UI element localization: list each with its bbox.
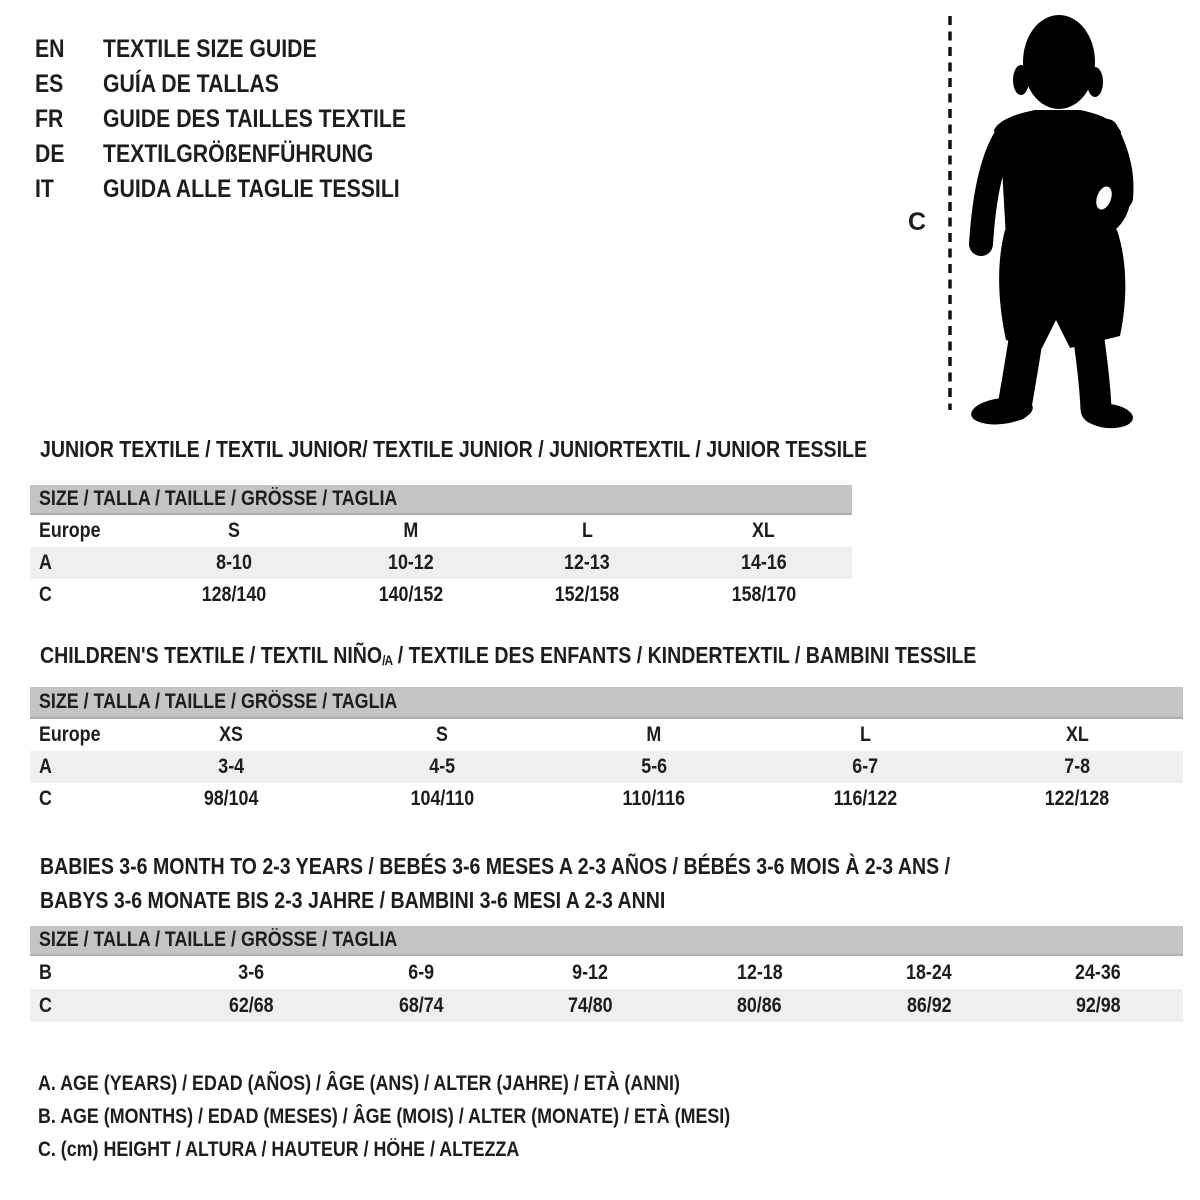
measure-label-c: C bbox=[908, 208, 927, 236]
height-cell: 110/116 bbox=[622, 787, 686, 810]
height-cell: 104/110 bbox=[410, 787, 475, 810]
age-cell: 18-24 bbox=[906, 960, 952, 984]
lang-row-es bbox=[35, 67, 460, 102]
table-row bbox=[30, 989, 1183, 1022]
table-row bbox=[30, 579, 852, 611]
age-cell: 10-12 bbox=[387, 551, 434, 574]
row-label: C bbox=[39, 583, 52, 606]
height-cell: 74/80 bbox=[567, 993, 613, 1017]
row-label: Europe bbox=[39, 519, 101, 542]
lang-title-fr: GUIDE DES TAILLES TEXTILE bbox=[103, 105, 407, 133]
junior-size-table bbox=[30, 485, 852, 611]
babies-section-title: BABIES 3-6 MONTH TO 2-3 YEARS / BEBÉS 3-6 MESES A 2-3 AÑOS / BÉBÉS 3-6 MOIS À 2-3 ANS / BABYS 3-6 MONATE BIS 2-3 JAHRE / BAMBINI 3-6 MESI A 2-3 ANNI bbox=[40, 853, 951, 913]
height-cell: 80/86 bbox=[737, 993, 782, 1017]
lang-row-fr bbox=[35, 102, 460, 137]
table-row bbox=[30, 956, 1183, 989]
height-cell: 158/170 bbox=[731, 583, 797, 606]
size-cell: XL bbox=[1065, 723, 1089, 746]
children-size-table bbox=[30, 687, 1183, 815]
age-cell: 14-16 bbox=[740, 551, 787, 574]
size-cell: XS bbox=[218, 723, 243, 746]
lang-code-it: IT bbox=[35, 175, 54, 203]
height-cell: 128/140 bbox=[201, 583, 267, 606]
age-cell: 6-9 bbox=[408, 960, 434, 984]
age-cell: 3-4 bbox=[217, 755, 244, 778]
language-title-block bbox=[35, 32, 460, 207]
size-cell: M bbox=[403, 519, 419, 542]
age-cell: 4-5 bbox=[429, 755, 456, 778]
height-figure bbox=[880, 8, 1180, 438]
size-cell: L bbox=[860, 723, 872, 746]
children-section-title: CHILDREN'S TEXTILE / TEXTIL NIÑO/A / TEXTILE DES ENFANTS / KINDERTEXTIL / BAMBINI TESSILE bbox=[40, 642, 977, 668]
lang-row-en bbox=[35, 32, 460, 67]
height-cell: 62/68 bbox=[229, 993, 274, 1017]
legend bbox=[38, 1072, 852, 1171]
height-cell: 92/98 bbox=[1075, 993, 1121, 1017]
row-label: B bbox=[39, 960, 52, 984]
age-cell: 12-13 bbox=[564, 551, 611, 574]
lang-title-de: TEXTILGRÖßENFÜHRUNG bbox=[103, 140, 374, 168]
age-cell: 12-18 bbox=[736, 960, 783, 984]
age-cell: 5-6 bbox=[641, 755, 667, 778]
height-cell: 122/128 bbox=[1044, 787, 1110, 810]
lang-row-de bbox=[35, 137, 460, 172]
size-cell: M bbox=[646, 723, 662, 746]
age-cell: 24-36 bbox=[1075, 960, 1122, 984]
height-cell: 116/122 bbox=[833, 787, 898, 810]
age-cell: 6-7 bbox=[852, 755, 879, 778]
size-cell: S bbox=[436, 723, 449, 746]
table-row bbox=[30, 751, 1183, 783]
row-label: A bbox=[39, 755, 52, 778]
age-cell: 9-12 bbox=[572, 960, 609, 984]
lang-title-es: GUÍA DE TALLAS bbox=[103, 70, 279, 98]
height-cell: 152/158 bbox=[554, 583, 620, 606]
size-cell: XL bbox=[752, 519, 776, 542]
legend-line-a: A. AGE (YEARS) / EDAD (AÑOS) / ÂGE (ANS) / ALTER (JAHRE) / ETÀ (ANNI) bbox=[38, 1072, 680, 1095]
lang-title-en: TEXTILE SIZE GUIDE bbox=[103, 35, 317, 63]
age-cell: 3-6 bbox=[238, 960, 265, 984]
age-cell: 8-10 bbox=[216, 551, 253, 574]
lang-title-it: GUIDA ALLE TAGLIE TESSILI bbox=[103, 175, 400, 203]
age-cell: 7-8 bbox=[1064, 755, 1091, 778]
size-cell: L bbox=[581, 519, 593, 542]
table-row bbox=[30, 547, 852, 579]
row-label: Europe bbox=[39, 723, 101, 746]
junior-section-title: JUNIOR TEXTILE / TEXTIL JUNIOR/ TEXTILE JUNIOR / JUNIORTEXTIL / JUNIOR TESSILE bbox=[40, 436, 868, 462]
table-row bbox=[30, 719, 1183, 751]
size-header-bar: SIZE / TALLA / TAILLE / GRÖSSE / TAGLIA bbox=[30, 687, 1183, 719]
height-cell: 98/104 bbox=[203, 787, 259, 810]
size-header-bar: SIZE / TALLA / TAILLE / GRÖSSE / TAGLIA bbox=[30, 485, 852, 515]
legend-line-c: C. (cm) HEIGHT / ALTURA / HAUTEUR / HÖHE / ALTEZZA bbox=[38, 1138, 520, 1161]
lang-code-de: DE bbox=[35, 140, 65, 168]
height-cell: 140/152 bbox=[378, 583, 444, 606]
lang-code-fr: FR bbox=[35, 105, 64, 133]
height-cell: 68/74 bbox=[398, 993, 444, 1017]
size-cell: S bbox=[228, 519, 241, 542]
row-label: A bbox=[39, 551, 52, 574]
lang-code-en: EN bbox=[35, 35, 65, 63]
lang-code-es: ES bbox=[35, 70, 64, 98]
size-header-bar: SIZE / TALLA / TAILLE / GRÖSSE / TAGLIA bbox=[30, 926, 1183, 956]
babies-size-table bbox=[30, 926, 1183, 1022]
legend-line-b: B. AGE (MONTHS) / EDAD (MESES) / ÂGE (MOIS) / ALTER (MONATE) / ETÀ (MESI) bbox=[38, 1105, 731, 1128]
height-cell: 86/92 bbox=[906, 993, 952, 1017]
row-label: C bbox=[39, 993, 52, 1017]
row-label: C bbox=[39, 787, 52, 810]
lang-row-it bbox=[35, 172, 460, 207]
table-row bbox=[30, 783, 1183, 815]
table-row bbox=[30, 515, 852, 547]
